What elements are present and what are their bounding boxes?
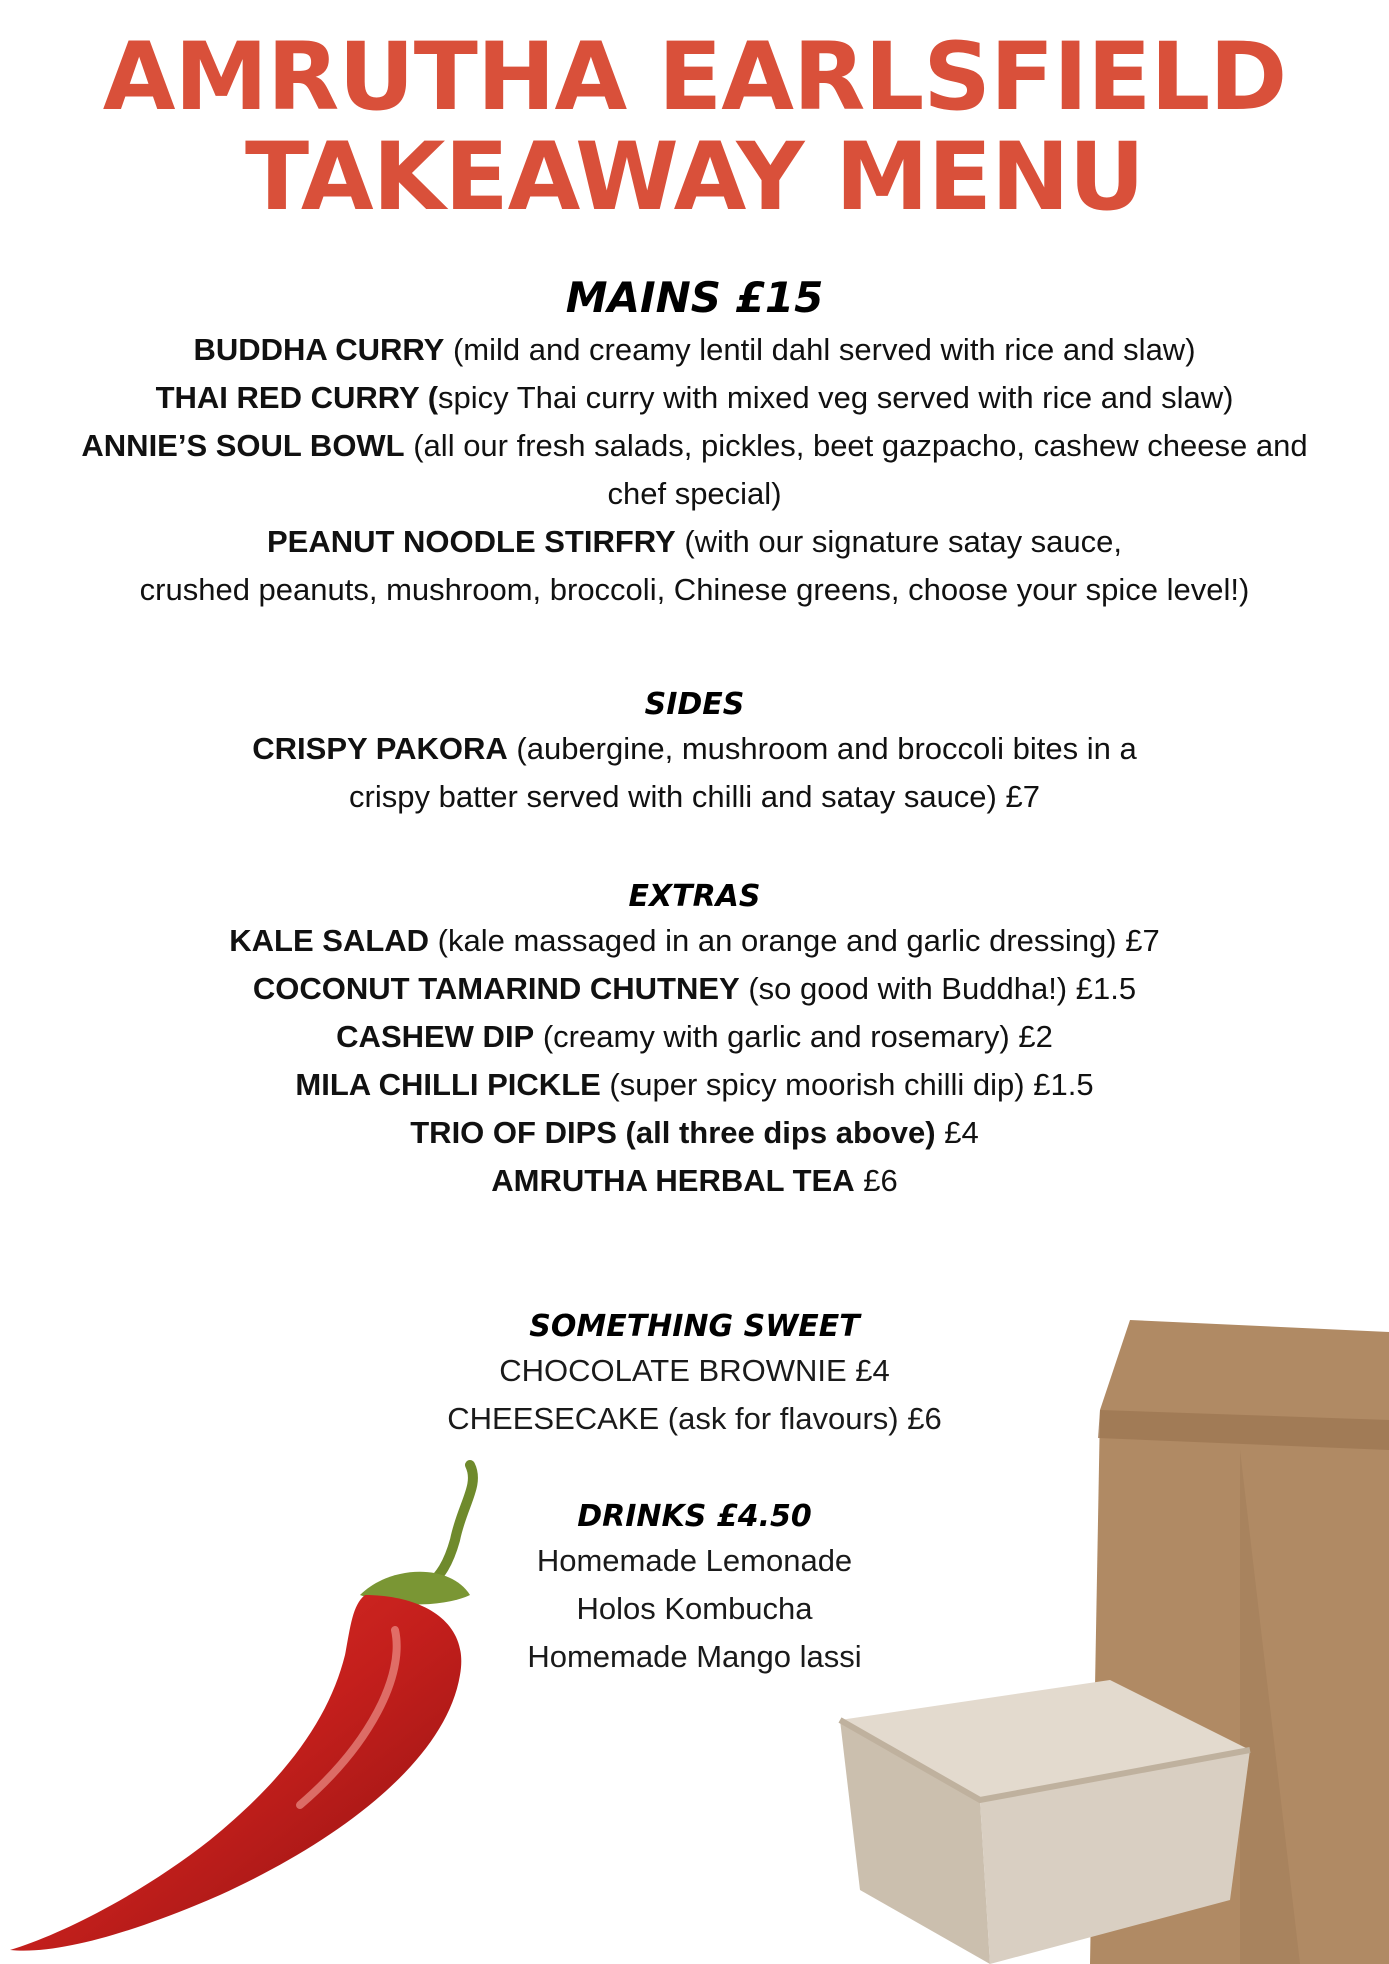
item-desc: (kale massaged in an orange and garlic dressing) £7 [429, 923, 1160, 958]
drinks-heading: DRINKS £4.50 [577, 1499, 812, 1534]
item-name: COCONUT TAMARIND CHUTNEY [252, 971, 740, 1006]
item-name: KALE SALAD [229, 923, 430, 958]
item-desc: (creamy with garlic and rosemary) £2 [534, 1019, 1053, 1054]
item-desc: (all our fresh salads, pickles, beet gazpacho, cashew cheese and [404, 428, 1308, 463]
extras-section [0, 877, 1389, 1205]
menu-item-chocolate-brownie: CHOCOLATE BROWNIE £4 [499, 1353, 890, 1388]
red-chilli-illustration [0, 1445, 500, 1964]
drink-holos-kombucha: Holos Kombucha [576, 1591, 813, 1626]
sweet-heading: SOMETHING SWEET [529, 1309, 860, 1344]
item-name: AMRUTHA HERBAL TEA [491, 1163, 855, 1198]
menu-item-cashew-dip [0, 1013, 1389, 1061]
mains-heading: MAINS £15 [565, 273, 824, 322]
menu-item-crispy-pakora [0, 725, 1389, 773]
chilli-stem [430, 1465, 473, 1585]
menu-item-annies-soul-bowl [0, 422, 1389, 470]
extras-heading: EXTRAS [628, 879, 761, 914]
item-desc: (with our signature satay sauce, [675, 524, 1123, 559]
item-name: TRIO OF DIPS (all three dips above) [410, 1115, 936, 1150]
item-desc: £6 [854, 1163, 898, 1198]
sides-section [0, 685, 1389, 821]
item-desc: (so good with Buddha!) £1.5 [739, 971, 1137, 1006]
item-name: MILA CHILLI PICKLE [295, 1067, 601, 1102]
menu-item-crispy-pakora-cont: crispy batter served with chilli and satay sauce) £7 [349, 779, 1040, 814]
item-desc: (super spicy moorish chilli dip) £1.5 [600, 1067, 1094, 1102]
item-desc: (aubergine, mushroom and broccoli bites in a [507, 731, 1137, 766]
menu-item-coconut-tamarind-chutney [0, 965, 1389, 1013]
menu-item-mila-chilli-pickle [0, 1061, 1389, 1109]
menu-item-cheesecake: CHEESECAKE (ask for flavours) £6 [447, 1401, 942, 1436]
drink-mango-lassi: Homemade Mango lassi [527, 1639, 862, 1674]
item-name: CASHEW DIP [336, 1019, 535, 1054]
mains-section [0, 270, 1389, 614]
item-name: CRISPY PAKORA [252, 731, 508, 766]
item-desc: (mild and creamy lentil dahl served with rice and slaw) [444, 332, 1196, 367]
menu-item-trio-of-dips [0, 1109, 1389, 1157]
menu-item-peanut-noodle-stirfry [0, 518, 1389, 566]
drink-homemade-lemonade: Homemade Lemonade [536, 1543, 853, 1578]
menu-title-line-2: TAKEAWAY MENU [245, 123, 1144, 232]
item-desc: £4 [935, 1115, 979, 1150]
item-desc: spicy Thai curry with mixed veg served with rice and slaw) [438, 380, 1234, 415]
menu-title-line-1: AMRUTHA EARLSFIELD [102, 23, 1287, 132]
item-name: THAI RED CURRY ( [155, 380, 439, 415]
menu-item-annies-soul-bowl-cont: chef special) [607, 476, 782, 511]
menu-item-kale-salad [0, 917, 1389, 965]
item-name: BUDDHA CURRY [193, 332, 445, 367]
menu-item-buddha-curry [0, 326, 1389, 374]
item-name: ANNIE’S SOUL BOWL [81, 428, 405, 463]
takeaway-box-illustration [820, 1680, 1260, 1964]
menu-item-thai-red-curry [0, 374, 1389, 422]
menu-item-peanut-noodle-stirfry-cont: crushed peanuts, mushroom, broccoli, Chinese greens, choose your spice level!) [139, 572, 1250, 607]
menu-item-amrutha-herbal-tea [0, 1157, 1389, 1205]
sides-heading: SIDES [644, 687, 745, 722]
item-name: PEANUT NOODLE STIRFRY [266, 524, 676, 559]
